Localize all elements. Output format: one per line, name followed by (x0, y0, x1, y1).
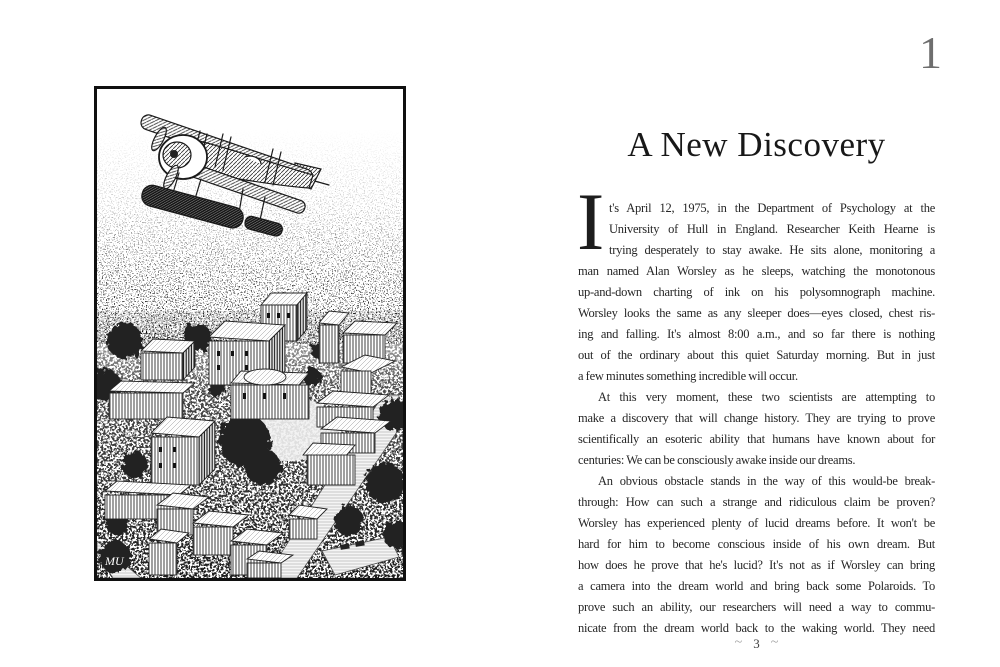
page-number: 3 (753, 636, 760, 651)
drop-cap: I (577, 176, 605, 267)
footer-ornament-left: ~ (734, 635, 743, 650)
body-line: University of Hull in England. Researcher Keith Hearne is (609, 222, 935, 236)
body-line: out of the ordinary about this quiet Saturday morning. But in just (578, 348, 935, 362)
artist-monogram: MU (105, 554, 124, 568)
body-line: ing and falling. It's almost 8:00 a.m., and so far there is nothing (578, 327, 935, 341)
body-line: man named Alan Worsley as he sleeps, watching the monotonous (578, 264, 935, 278)
body-line: a few minutes something incredible will occur. (578, 369, 798, 383)
body-line: scientifically an esoteric ability that humans have known about for (578, 432, 935, 446)
body-line: centuries: We can be consciously awake inside our dreams. (578, 453, 856, 467)
biplane-over-town-illustration (97, 89, 403, 578)
body-line: prove such an ability, our researchers will need a way to commu- (578, 600, 935, 614)
body-line: Worsley looks the same as any sleeper does—eyes closed, chest ris- (578, 306, 935, 320)
body-line: nicate from the dream world back to the waking world. They need (578, 621, 935, 635)
body-line: how does he prove that he's lucid? It's not as if Worsley can bring (578, 558, 935, 572)
body-line: through: How can such a strange and ridiculous claim be proven? (578, 495, 935, 509)
chapter-illustration-frame (94, 86, 406, 581)
body-text (577, 176, 935, 639)
page-footer (578, 636, 935, 653)
body-line: At this very moment, these two scientists are attempting to (598, 390, 935, 404)
body-line: a camera into the dream world and bring back some Polaroids. To (578, 579, 935, 593)
chapter-title: A New Discovery (627, 125, 886, 164)
body-line: Worsley has experienced plenty of lucid dreams before. It won't be (578, 516, 935, 530)
body-line: t's April 12, 1975, in the Department of Psychology at the (609, 201, 935, 215)
body-line: up-and-down charting of ink on his polysomnograph machine. (578, 285, 935, 299)
body-line: An obvious obstacle stands in the way of this would-be break- (598, 474, 935, 488)
body-line: hard for him to become conscious inside of his own dream. But (578, 537, 935, 551)
body-line: trying desperately to stay awake. He sits alone, monitoring a (609, 243, 935, 257)
footer-ornament-right: ~ (770, 635, 779, 650)
body-line: make a discovery that will change history. They are trying to prove (578, 411, 935, 425)
chapter-number: 1 (919, 27, 942, 78)
